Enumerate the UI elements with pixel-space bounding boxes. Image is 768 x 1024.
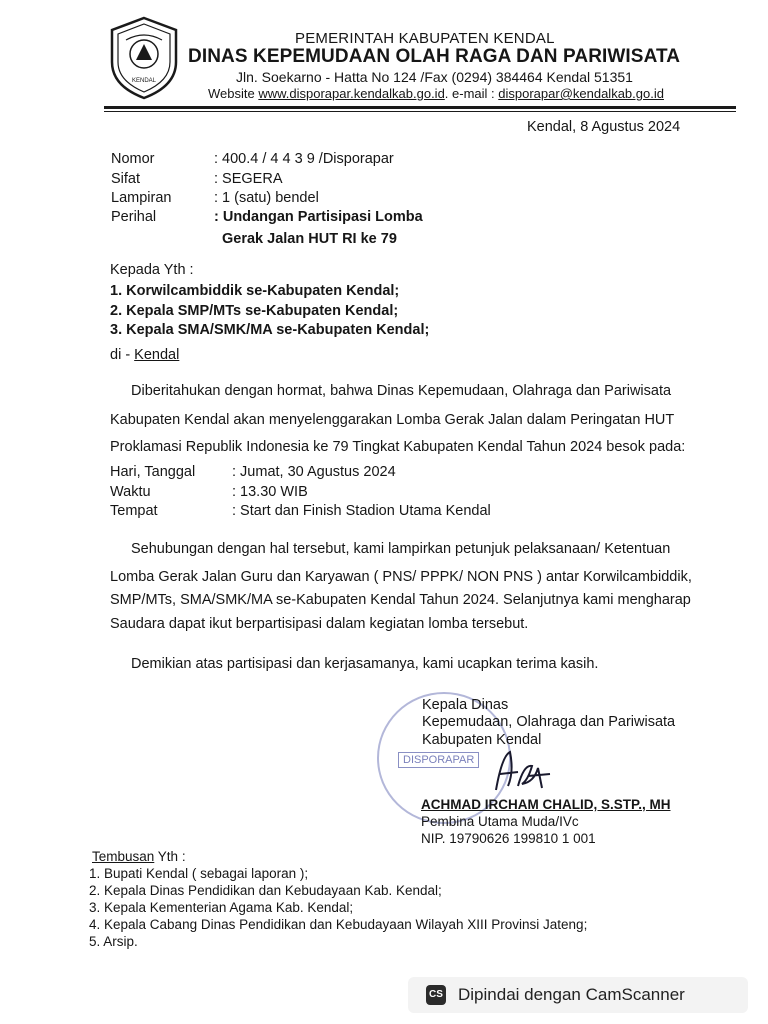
tembusan-item-1: 1. Bupati Kendal ( sebagai laporan ); <box>89 866 309 881</box>
tembusan-item-5: 5. Arsip. <box>89 934 138 949</box>
tembusan-item-4: 4. Kepala Cabang Dinas Pendidikan dan Kebudayaan Wilayah XIII Provinsi Jateng; <box>89 917 588 932</box>
camscanner-text: Dipindai dengan CamScanner <box>458 985 685 1004</box>
body-p1-line3: Proklamasi Republik Indonesia ke 79 Tingkat Kabupaten Kendal Tahun 2024 besok pada: <box>110 439 686 455</box>
kepada-item-1: 1. Korwilcambiddik se-Kabupaten Kendal; <box>110 283 400 299</box>
kepada-item-3: 3. Kepala SMA/SMK/MA se-Kabupaten Kendal; <box>110 322 430 338</box>
letterhead-rule <box>104 106 736 109</box>
tembusan-item-3: 3. Kepala Kementerian Agama Kab. Kendal; <box>89 900 354 915</box>
camscanner-icon: CS <box>426 985 446 1005</box>
letterhead-agency: DINAS KEPEMUDAAN OLAH RAGA DAN PARIWISATA <box>188 46 681 67</box>
meta-label-sifat: Sifat <box>111 171 141 187</box>
tembusan-heading: Tembusan Yth : <box>92 849 186 864</box>
camscanner-watermark <box>408 977 748 1013</box>
letterhead-contact: Website www.disporapar.kendalkab.go.id. e-mail : disporapar@kendalkab.go.id <box>208 86 664 101</box>
meta-value-nomor: : 400.4 / 4 4 3 9 /Disporapar <box>214 151 394 167</box>
meta-value-sifat: : SEGERA <box>214 171 283 187</box>
body-p3: Demikian atas partisipasi dan kerjasamanya, kami ucapkan terima kasih. <box>131 656 599 672</box>
meta-label-nomor: Nomor <box>111 151 155 167</box>
email-link[interactable]: disporapar@kendalkab.go.id <box>498 86 664 101</box>
kepada-place: di - Kendal <box>110 347 180 363</box>
schedule-value-place: : Start dan Finish Stadion Utama Kendal <box>232 503 491 519</box>
kepada-heading: Kepada Yth : <box>110 262 194 278</box>
schedule-label-day: Hari, Tanggal <box>110 464 196 480</box>
meta-value-perihal-line2: Gerak Jalan HUT RI ke 79 <box>222 231 397 247</box>
meta-label-perihal: Perihal <box>111 209 157 225</box>
handwritten-signature <box>488 746 558 798</box>
signatory-title-1: Kepala Dinas <box>422 697 509 713</box>
kendal-regency-logo <box>106 16 182 100</box>
meta-label-lampiran: Lampiran <box>111 190 172 206</box>
tembusan-item-2: 2. Kepala Dinas Pendidikan dan Kebudayaan Kab. Kendal; <box>89 883 442 898</box>
meta-value-lampiran: : 1 (satu) bendel <box>214 190 319 206</box>
body-p1-line2: Kabupaten Kendal akan menyelenggarakan Lomba Gerak Jalan dalam Peringatan HUT <box>110 412 675 428</box>
body-p2-line3: SMP/MTs, SMA/SMK/MA se-Kabupaten Kendal Tahun 2024. Selanjutnya kami mengharap <box>110 592 691 608</box>
schedule-value-time: : 13.30 WIB <box>232 484 308 500</box>
schedule-label-time: Waktu <box>110 484 151 500</box>
meta-value-perihal: : Undangan Partisipasi Lomba <box>214 209 423 225</box>
letterhead-rule-thin <box>104 111 736 112</box>
body-p2-line4: Saudara dapat ikut berpartisipasi dalam kegiatan lomba tersebut. <box>110 616 529 632</box>
website-link[interactable]: www.disporapar.kendalkab.go.id <box>258 86 445 101</box>
signatory-nip: NIP. 19790626 199810 1 001 <box>421 831 596 846</box>
letter-date: Kendal, 8 Agustus 2024 <box>527 119 681 135</box>
signatory-rank: Pembina Utama Muda/IVc <box>421 814 579 829</box>
stamp-label: DISPORAPAR <box>398 752 479 768</box>
kepada-item-2: 2. Kepala SMP/MTs se-Kabupaten Kendal; <box>110 303 399 319</box>
schedule-label-place: Tempat <box>110 503 158 519</box>
signatory-name: ACHMAD IRCHAM CHALID, S.STP., MH <box>421 797 671 812</box>
body-p2-line2: Lomba Gerak Jalan Guru dan Karyawan ( PNS/ PPPK/ NON PNS ) antar Korwilcambiddik, <box>110 569 692 585</box>
body-p1-line1: Diberitahukan dengan hormat, bahwa Dinas Kepemudaan, Olahraga dan Pariwisata <box>131 383 672 399</box>
svg-text:KENDAL: KENDAL <box>131 78 157 84</box>
schedule-value-day: : Jumat, 30 Agustus 2024 <box>232 464 396 480</box>
signatory-title-3: Kabupaten Kendal <box>422 732 542 748</box>
letterhead-government: PEMERINTAH KABUPATEN KENDAL <box>295 30 555 47</box>
letterhead-address: Jln. Soekarno - Hatta No 124 /Fax (0294) 384464 Kendal 51351 <box>236 69 633 85</box>
body-p2-line1: Sehubungan dengan hal tersebut, kami lampirkan petunjuk pelaksanaan/ Ketentuan <box>131 541 671 557</box>
signatory-title-2: Kepemudaan, Olahraga dan Pariwisata <box>422 714 676 730</box>
